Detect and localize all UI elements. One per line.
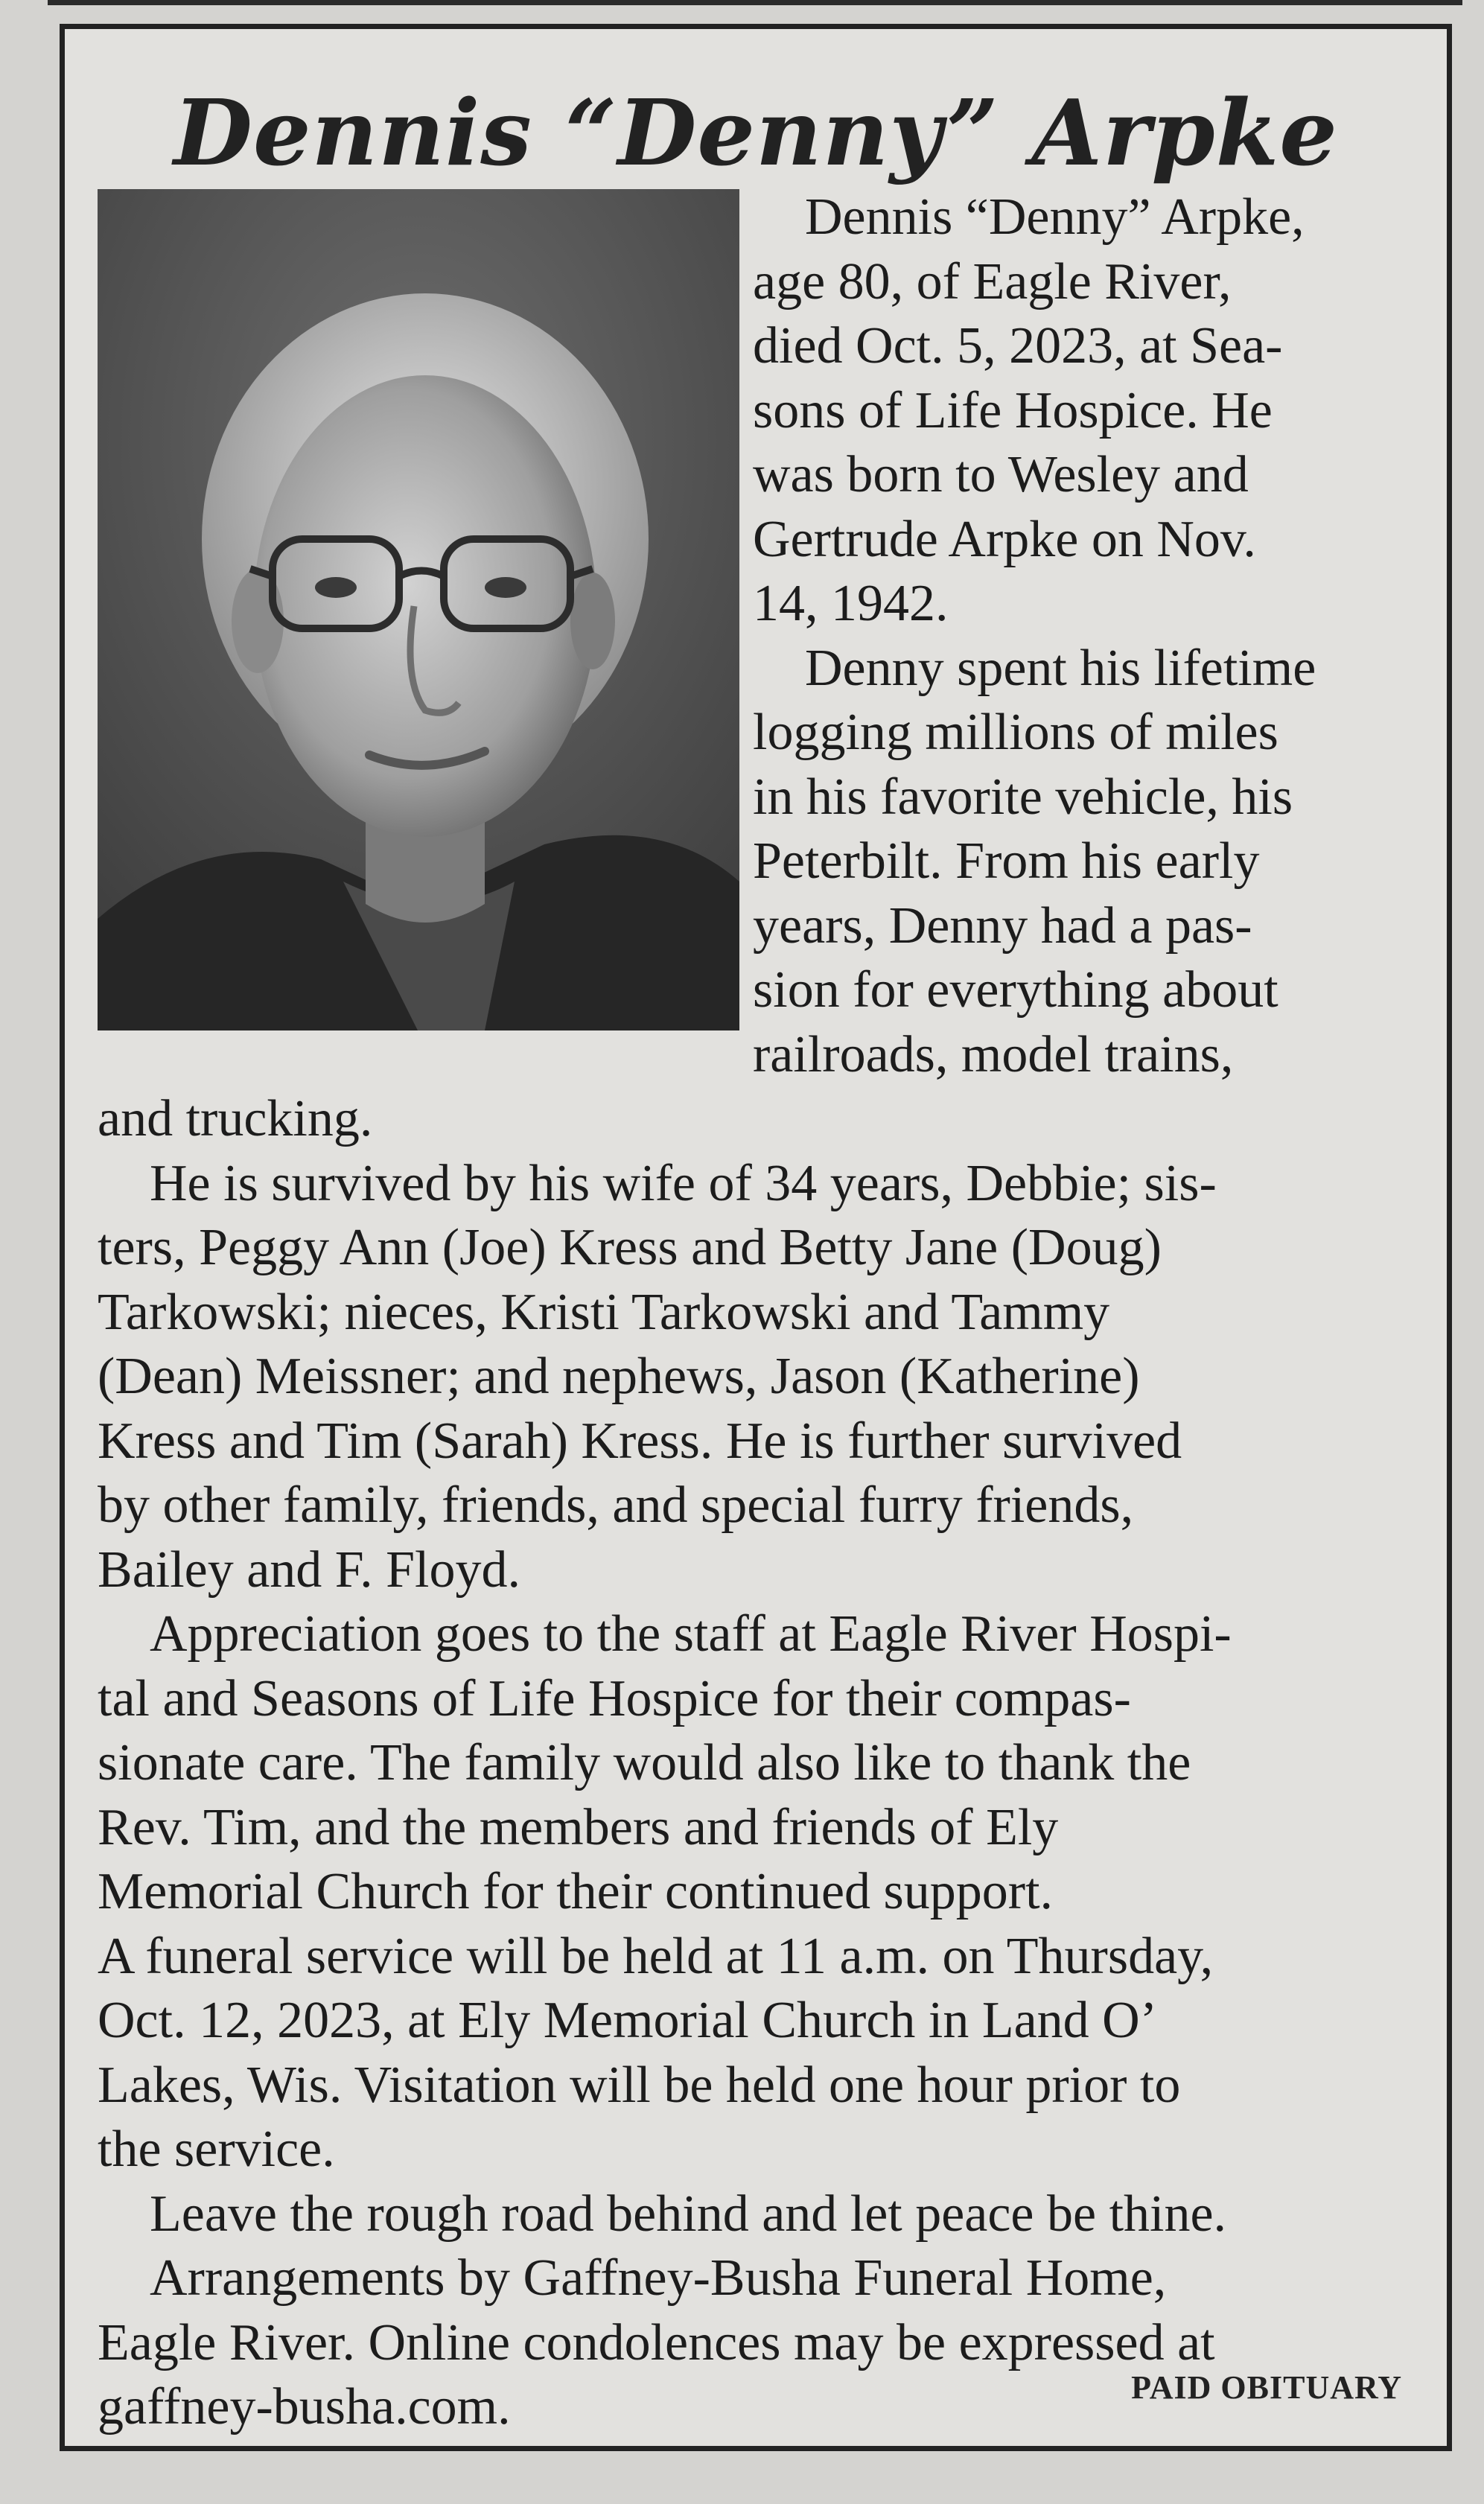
- body-line: Rev. Tim, and the members and friends of Ely: [98, 1798, 1059, 1856]
- body-line: Leave the rough road behind and let peace be thine.: [150, 2185, 1227, 2243]
- body-line: and trucking.: [98, 1090, 373, 1147]
- top-rule: [48, 0, 1462, 5]
- body-line: (Dean) Meissner; and nephews, Jason (Katherine): [98, 1348, 1140, 1405]
- body-line: logging millions of miles: [753, 704, 1278, 761]
- body-line: Dennis “Denny” Arpke,: [805, 188, 1305, 246]
- body-line: railroads, model trains,: [753, 1025, 1234, 1083]
- body-line: sons of Life Hospice. He: [753, 381, 1273, 439]
- body-line: age 80, of Eagle River,: [753, 252, 1232, 310]
- body-line: Tarkowski; nieces, Kristi Tarkowski and Tammy: [98, 1283, 1110, 1341]
- body-line: by other family, friends, and special furry friends,: [98, 1476, 1134, 1534]
- body-line: Memorial Church for their continued support.: [98, 1863, 1054, 1920]
- body-line: Denny spent his lifetime: [805, 639, 1316, 697]
- body-line: was born to Wesley and: [753, 446, 1249, 503]
- body-line: A funeral service will be held at 11 a.m. on Thursday,: [98, 1927, 1214, 1985]
- body-line: ters, Peggy Ann (Joe) Kress and Betty Jane (Doug): [98, 1219, 1162, 1276]
- body-line: Appreciation goes to the staff at Eagle River Hospi-: [150, 1605, 1232, 1663]
- paid-obituary-label: PAID OBITUARY: [1131, 2369, 1402, 2406]
- body-line: sionate care. The family would also like to thank the: [98, 1734, 1191, 1791]
- body-line: Peterbilt. From his early: [753, 832, 1260, 890]
- body-line: years, Denny had a pas-: [753, 896, 1252, 955]
- body-line: died Oct. 5, 2023, at Sea-: [753, 317, 1283, 375]
- body-line: the service.: [98, 2121, 335, 2178]
- obituary-title: Dennis “Denny” Arpke: [173, 79, 1338, 186]
- body-line: Gertrude Arpke on Nov.: [753, 510, 1256, 568]
- body-line: Kress and Tim (Sarah) Kress. He is further survived: [98, 1412, 1182, 1470]
- obituary-clipping: [60, 24, 1452, 2451]
- obituary-body: [98, 185, 1415, 2440]
- body-line: Arrangements by Gaffney-Busha Funeral Home,: [150, 2249, 1167, 2307]
- body-line: Lakes, Wis. Visitation will be held one hour prior to: [98, 2056, 1181, 2114]
- body-line: He is survived by his wife of 34 years, Debbie; sis-: [150, 1154, 1217, 1212]
- body-line: Oct. 12, 2023, at Ely Memorial Church in Land O’: [98, 1992, 1158, 2049]
- body-line: 14, 1942.: [753, 575, 949, 632]
- body-line: Bailey and F. Floyd.: [98, 1541, 520, 1599]
- body-line: gaffney-busha.com.: [98, 2378, 511, 2435]
- body-line: Eagle River. Online condolences may be expressed at: [98, 2313, 1215, 2371]
- body-line: tal and Seasons of Life Hospice for their compas-: [98, 1669, 1131, 1727]
- body-line: in his favorite vehicle, his: [753, 768, 1293, 826]
- body-line: sion for everything about: [753, 961, 1278, 1019]
